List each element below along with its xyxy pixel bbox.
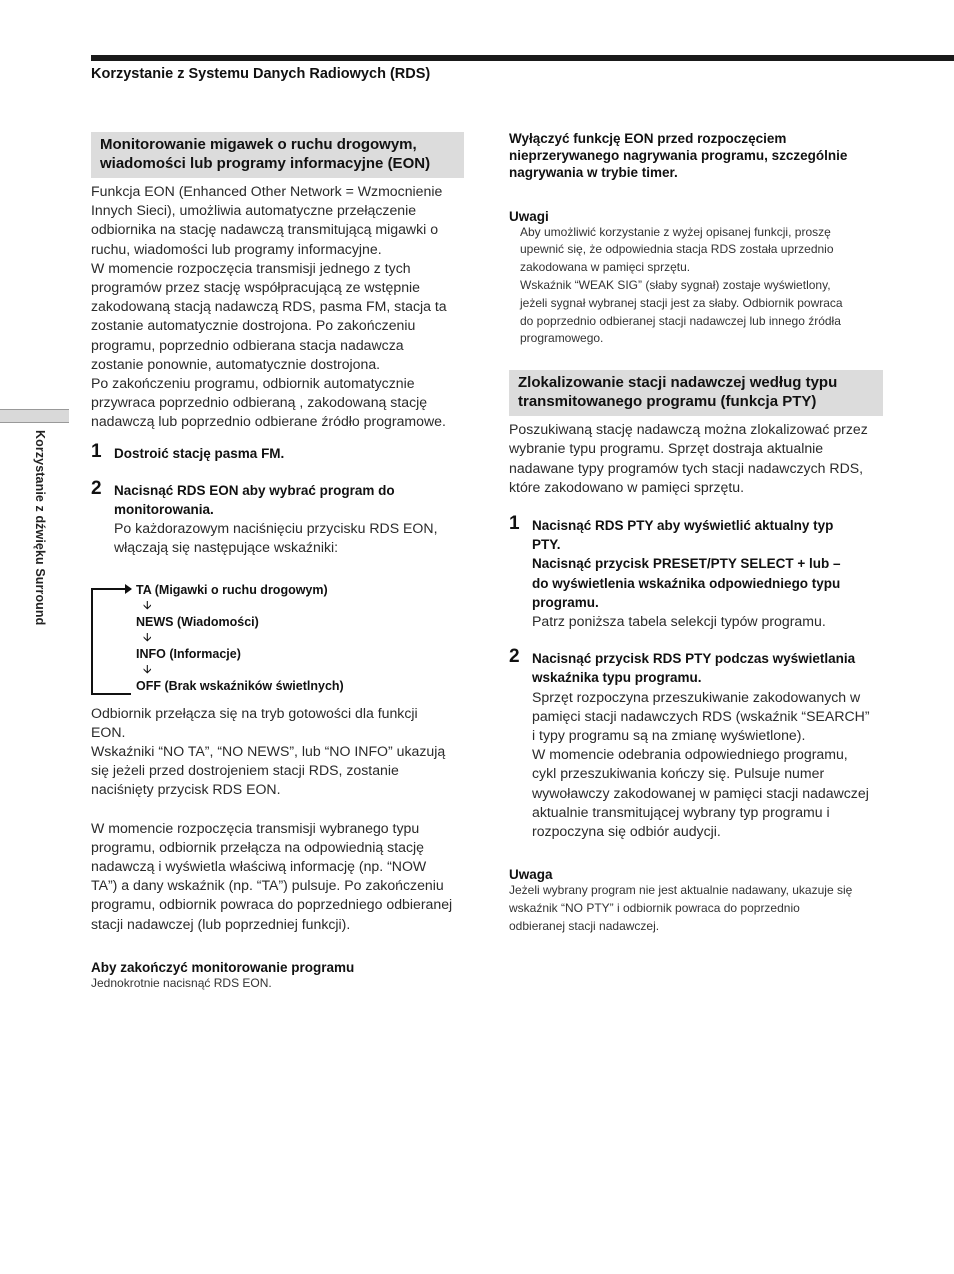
cycle-item: NEWS (Wiadomości) (136, 614, 259, 629)
text-line: W momencie odebrania odpowiedniego programu, (532, 746, 848, 763)
text-line: zostanie automatycznie dostrojona. Po zakończeniu (91, 317, 416, 334)
text-line: wskaźnik “NO PTY” i odbiornik powraca do poprzednio (509, 901, 800, 916)
text-line: programu, odbiornik powraca do poprzedniego odbieranej (91, 896, 453, 913)
text-line: programów przez stację współpracującą ze wstępnie (91, 279, 421, 296)
text-line: nadawczą i wyświetla właściwą informację (np. “NOW (91, 858, 427, 875)
arrow-down-icon: 🡫 (143, 629, 152, 644)
section-heading-line: Zlokalizowanie stacji nadawczej według typu (518, 374, 838, 392)
text-line: Po zakończeniu programu, odbiornik automatycznie (91, 375, 415, 392)
text-line: programu, poprzednio odbierana stacja nadawcza (91, 336, 404, 353)
pty-intro-paragraph (509, 420, 883, 497)
text-line: się jeżeli przed dostrojeniem stacji RDS, zostanie (91, 762, 399, 779)
right-column (509, 130, 883, 936)
page-header-title: Korzystanie z Systemu Danych Radiowych (RDS) (91, 66, 431, 82)
left-column (91, 132, 464, 993)
text-line: cykl przeszukiwania kończy się. Pulsuje numer (532, 765, 825, 782)
cycle-loop-line (91, 588, 131, 695)
text-line: odbieranej stacji nadawczej. (509, 918, 660, 933)
text-line: EON. (91, 723, 126, 740)
cycle-item: OFF (Brak wskaźników świetlnych) (136, 678, 344, 693)
text-line: upewnić się, że odpowiednia stacja RDS została uprzednio (520, 242, 834, 257)
text-line: W momencie rozpoczęcia transmisji wybranego typu (91, 819, 420, 836)
after-cycle-paragraph (91, 704, 464, 800)
step-instruction: Nacisnąć przycisk PRESET/PTY SELECT + lub – (532, 556, 841, 572)
step-instruction: Nacisnąć przycisk RDS PTY podczas wyświetlania (532, 651, 856, 667)
text-line: TA”) a dany wskaźnik (np. “TA”) pulsuje. Po zakończeniu (91, 877, 444, 894)
cycle-item: INFO (Informacje) (136, 646, 241, 661)
text-line: Poszukiwaną stację nadawczą można zlokalizować przez (509, 421, 868, 438)
eon-warning (509, 130, 883, 182)
step-description: Po każdorazowym naciśnięciu przycisku RDS EON, (114, 520, 438, 537)
step-description: włączają się następujące wskaźniki: (114, 539, 339, 556)
notes-title: Uwagi (509, 208, 549, 224)
text-line: Odbiornik przełącza się na tryb gotowości dla funkcji (91, 704, 418, 721)
step-instruction: Nacisnąć RDS PTY aby wyświetlić aktualny typ (532, 518, 834, 533)
text-line: W momencie rozpoczęcia transmisji jednego z tych (91, 259, 411, 276)
text-line: nadawczą lub poprzednio odbierane źródło programowe. (91, 413, 446, 430)
text-line: Funkcja EON (Enhanced Other Network = Wzmocnienie (91, 183, 443, 199)
section-heading-line: wiadomości lub programy informacyjne (EON) (100, 155, 431, 172)
arrow-right-icon (125, 584, 132, 594)
section-heading-line: Monitorowanie migawek o ruchu drogowym, (100, 136, 417, 153)
header-rule (91, 55, 954, 61)
text-line: do poprzednio odbieranej stacji nadawczej lub innego źródła (520, 313, 841, 328)
text-line: nieprzerywanego nagrywania programu, szczególnie (509, 148, 848, 164)
arrow-down-icon: 🡫 (143, 661, 152, 676)
text-line: zostanie ponownie, automatycznie dostrojona. (91, 355, 381, 372)
note-body (509, 882, 883, 935)
pty-step-2 (509, 646, 883, 841)
step-instruction: Nacisnąć RDS EON aby wybrać program do (114, 482, 395, 498)
note-title: Uwaga (509, 867, 553, 883)
text-line: jeżeli sygnał wybranej stacji jest za słaby. Odbiornik powraca (520, 295, 843, 310)
text-line: zakodowaną stacją nadawczą RDS, pasma FM, stacja ta (91, 298, 447, 315)
step-instruction: PTY. (532, 537, 561, 553)
text-line: które zakodowano w pamięci sprzętu. (509, 478, 745, 495)
step-instruction: programu. (532, 594, 599, 610)
step-number: 2 (91, 477, 102, 499)
text-line: ruchu, wiadomości lub programy informacyjne. (91, 240, 382, 257)
intro-paragraph (91, 182, 464, 432)
text-line: Aby umożliwić korzystanie z wyżej opisanej funkcji, proszę (520, 224, 831, 239)
step-instruction: wskaźnika typu programu. (532, 670, 702, 686)
text-line: stacji nadawczej (lub poprzedniej funkcji). (91, 915, 351, 932)
step-number: 2 (509, 646, 520, 668)
indicator-cycle-diagram (91, 578, 464, 704)
text-line: Innych Sieci), umożliwia automatyczne przełączenie (91, 202, 417, 219)
side-chapter-label: Korzystanie z dźwięku Surround (33, 430, 47, 626)
section-heading-pty (509, 370, 883, 416)
text-line: i typy programu są na zmianę wyświetlone). (532, 727, 806, 744)
step-instruction: do wyświetlenia wskaźnika odpowiedniego typu (532, 575, 841, 591)
text-line: nadawane typy programów tych stacji nadawczych RDS, (509, 459, 864, 476)
step-description (532, 688, 883, 842)
text-line: Wskaźnik “WEAK SIG” (słaby sygnał) zostaje wyświetlony, (520, 278, 831, 292)
text-line: wywoławczy zakodowanej w pamięci stacji nadawczej (532, 784, 869, 801)
side-tab-marker (0, 409, 69, 423)
text-line: przywraca poprzednio odbieraną , zakodowaną stację (91, 394, 428, 411)
notes-body (509, 224, 883, 349)
step-instruction: Dostroić stację pasma FM. (114, 445, 285, 461)
step-number: 1 (91, 440, 102, 462)
cycle-item: TA (Migawki o ruchu drogowym) (136, 582, 328, 597)
text-line: naciśnięty przycisk RDS EON. (91, 781, 281, 798)
transmission-paragraph (91, 819, 464, 934)
text-line: nagrywania w trybie timer. (509, 165, 678, 181)
text-line: Wyłączyć funkcję EON przed rozpoczęciem (509, 131, 787, 146)
text-line: zakodowana w pamięci sprzętu. (520, 260, 691, 275)
step-number: 1 (509, 513, 520, 534)
step-1 (91, 440, 464, 463)
stop-monitoring-text: Jednokrotnie nacisnąć RDS EON. (91, 975, 272, 990)
pty-step-1 (509, 513, 883, 631)
text-line: Sprzęt rozpoczyna przeszukiwanie zakodowanych w (532, 688, 861, 705)
text-line: programu, odbiornik przełącza na odpowiednią stację (91, 838, 424, 855)
section-heading-line: transmitowanego programu (funkcja PTY) (518, 393, 817, 411)
text-line: pamięci stacji nadawczych RDS (wskaźnik “SEARCH” (532, 707, 870, 724)
text-line: Jeżeli wybrany program nie jest aktualnie nadawany, ukazuje się (509, 883, 853, 898)
text-line: wybranie typu programu. Sprzęt dostraja aktualnie (509, 440, 824, 457)
step-instruction: monitorowania. (114, 502, 214, 518)
section-heading-eon (91, 132, 464, 178)
step-description: Patrz poniższa tabela selekcji typów programu. (532, 613, 826, 630)
text-line: rozpoczyna się odbiór audycji. (532, 823, 721, 840)
text-line: aktualnie transmitującej wybrany typ programu i (532, 803, 830, 820)
stop-monitoring-title: Aby zakończyć monitorowanie programu (91, 959, 355, 975)
text-line: programowego. (520, 331, 604, 346)
step-2 (91, 477, 464, 558)
text-line: odbiornika na stację nadawczą transmitującą migawki o (91, 221, 439, 238)
arrow-down-icon: 🡫 (143, 597, 152, 612)
text-line: Wskaźniki “NO TA”, “NO NEWS”, lub “NO INFO” ukazują (91, 743, 446, 760)
